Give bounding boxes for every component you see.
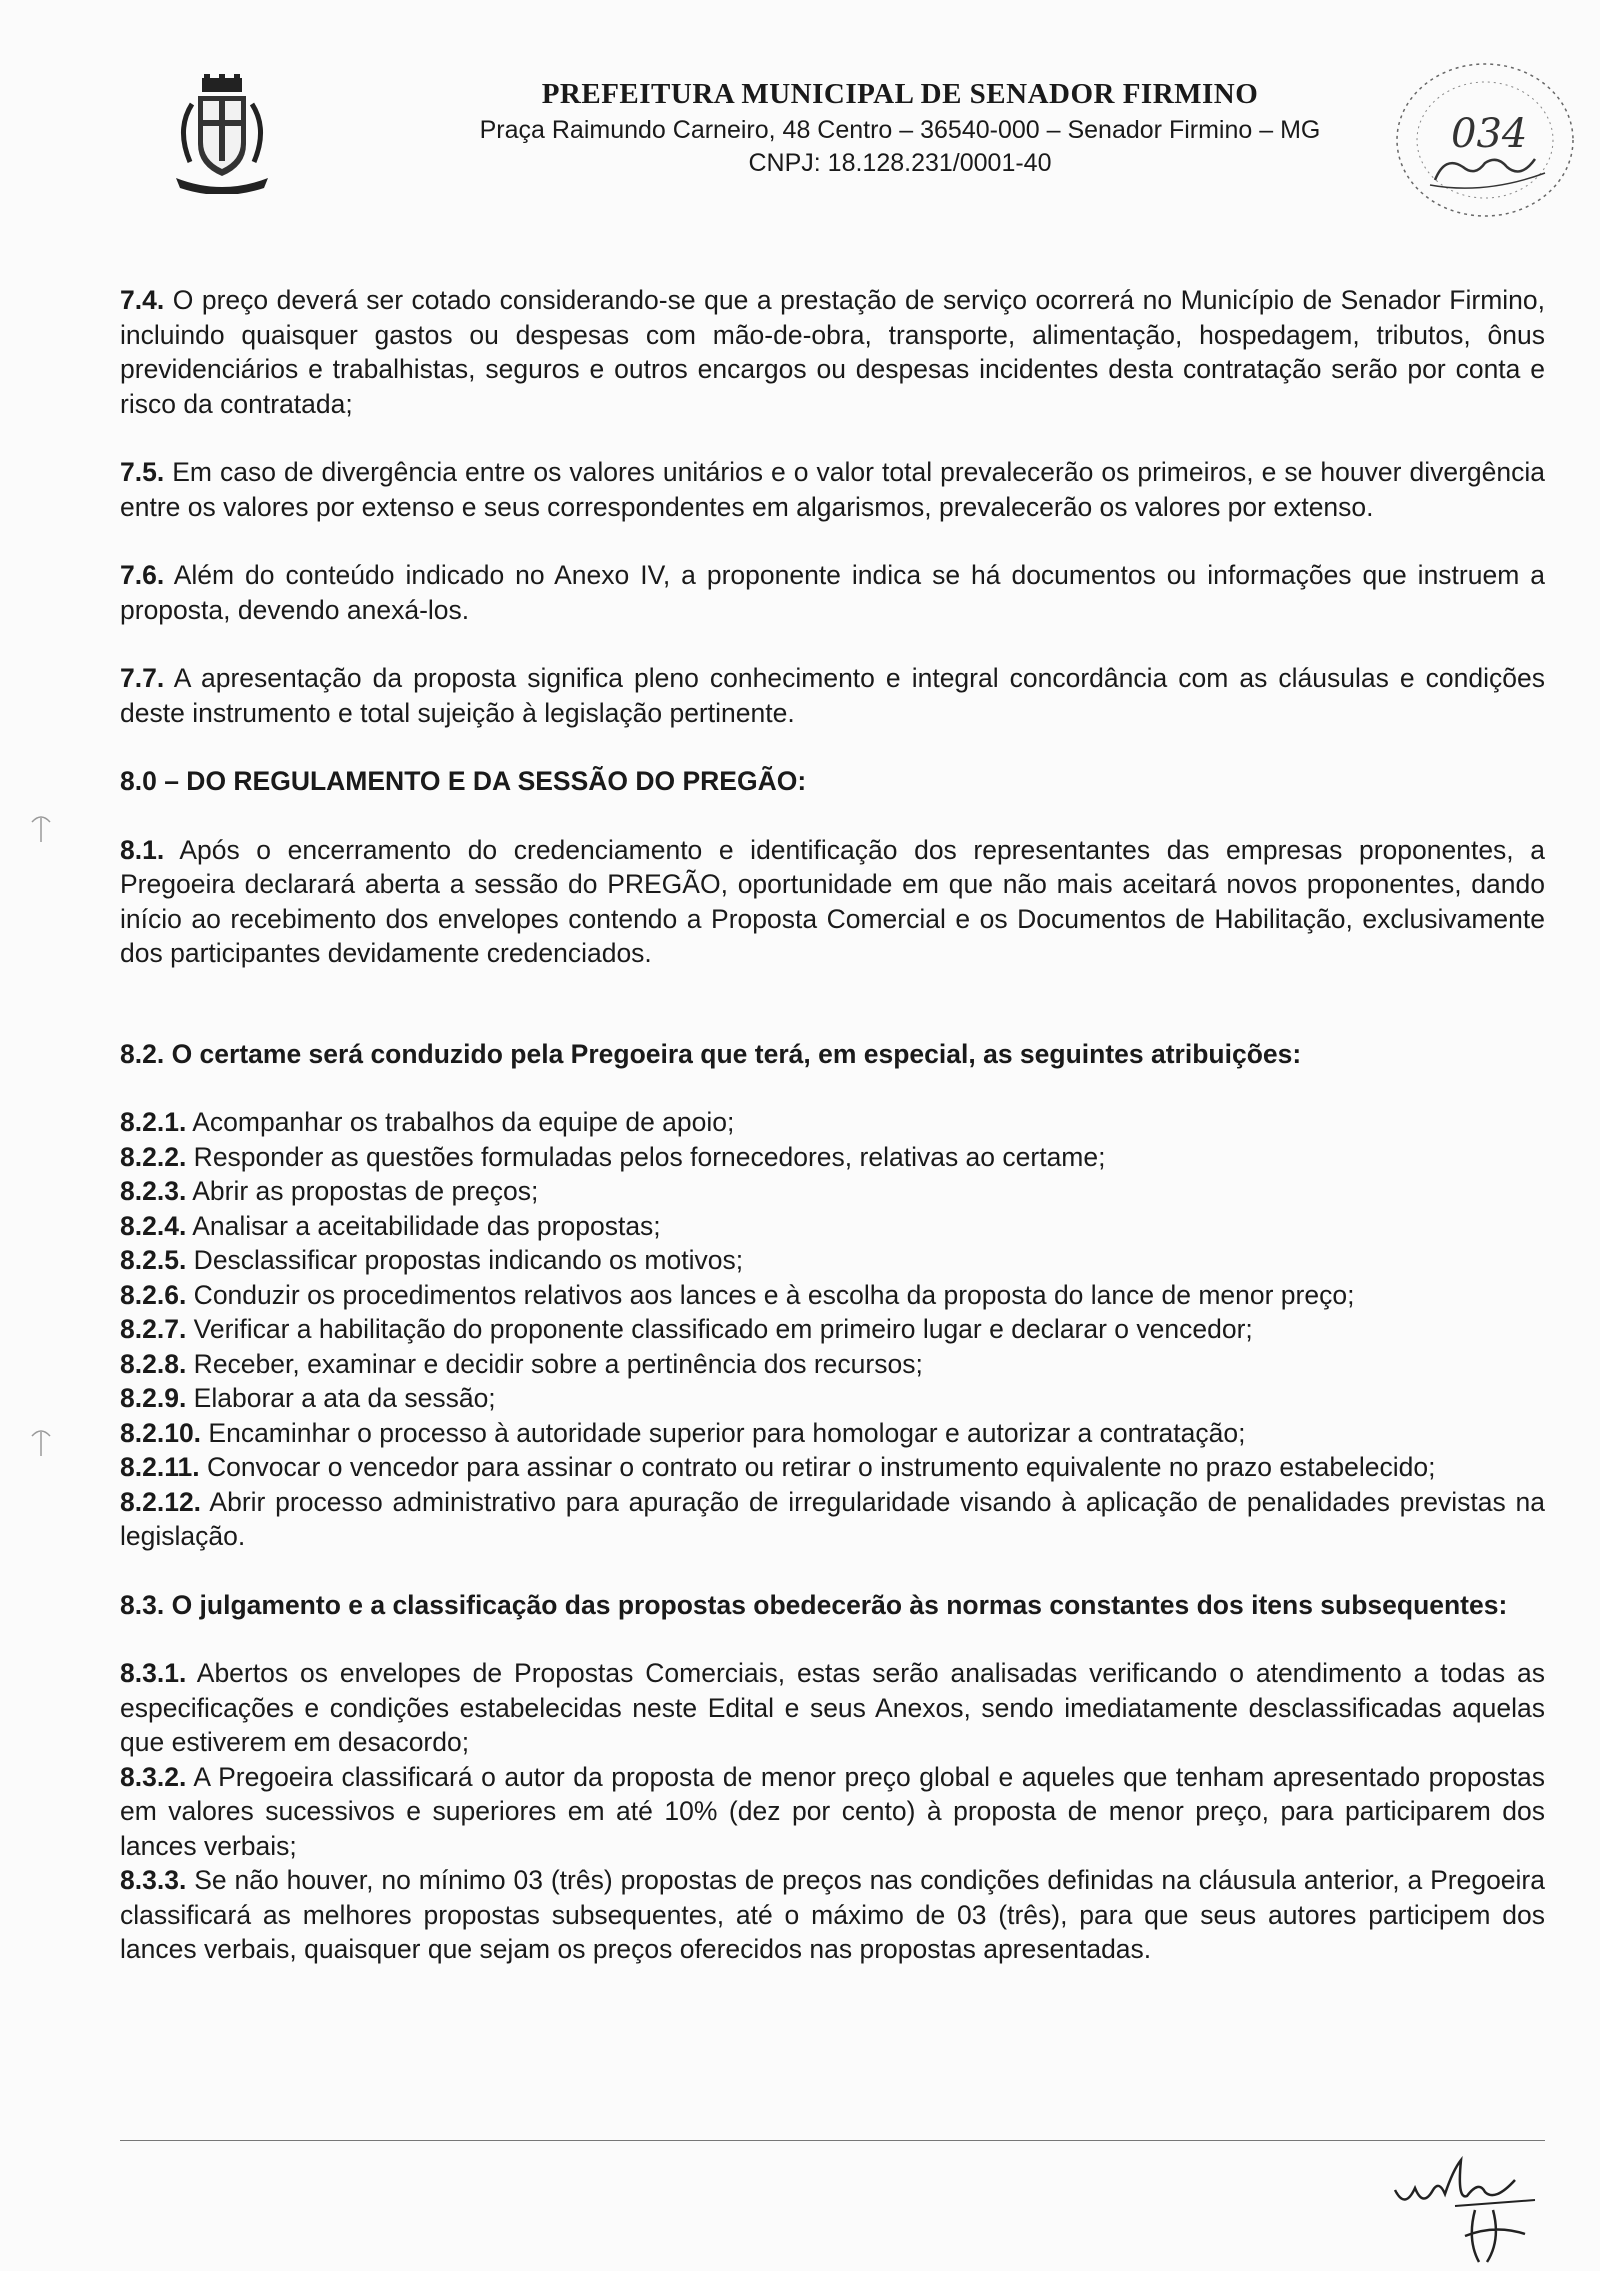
item-number: 8.3.1. <box>120 1658 187 1688</box>
item-text: Desclassificar propostas indicando os motivos; <box>186 1245 744 1275</box>
item-text: Conduzir os procedimentos relativos aos lances e à escolha da proposta do lance de menor preço; <box>186 1279 1355 1310</box>
item-text: A Pregoeira classificará o autor da proposta de menor preço global e aqueles que tenham apresentado propostas em valores sucessivos e superiores em até 10% (dez por cento) à proposta de menor preço, para participarem dos lances verbais; <box>120 1761 1545 1861</box>
item-number: 8.2.10. <box>120 1417 202 1448</box>
item-number: 8.2.2. <box>120 1141 187 1172</box>
item-text: Elaborar a ata da sessão; <box>186 1383 496 1413</box>
cnpj-line: CNPJ: 18.128.231/0001-40 <box>748 149 1052 177</box>
item-number: 8.2.9. <box>120 1383 187 1413</box>
list-item <box>120 1381 1545 1416</box>
item-number: 8.2.7. <box>120 1314 187 1344</box>
item-text: Convocar o vencedor para assinar o contrato ou retirar o instrumento equivalente no prazo estabelecido; <box>199 1452 1436 1482</box>
item-number: 8.2.12. <box>120 1486 202 1517</box>
clause-8-3-heading: 8.3. O julgamento e a classificação das propostas obedecerão às normas constantes dos itens subsequentes: <box>120 1589 1508 1620</box>
clause-7-5 <box>120 455 1545 524</box>
clause-8-2-heading: 8.2. O certame será conduzido pela Pregoeira que terá, em especial, as seguintes atribuições: <box>120 1038 1302 1069</box>
item-number: 8.3.3. <box>120 1865 187 1895</box>
item-text: Analisar a aceitabilidade das propostas; <box>186 1210 661 1241</box>
list-item <box>120 1105 1545 1140</box>
clause-8-3-list <box>120 1656 1545 1967</box>
document-body <box>120 283 1545 1967</box>
address-line: Praça Raimundo Carneiro, 48 Centro – 36540-000 – Senador Firmino – MG <box>479 116 1321 144</box>
page-number-stamp <box>1385 55 1585 225</box>
item-number: 8.2.3. <box>120 1176 187 1206</box>
clause-text: Após o encerramento do credenciamento e identificação dos representantes das empresas proponentes, a Pregoeira declarará aberta a sessão do PREGÃO, oportunidade em que não mais aceitará novos proponentes, dando início ao recebimento dos envelopes contendo a Proposta Comercial e os Documentos de Habilitação, exclusivamente dos participantes devidamente credenciados. <box>120 834 1545 968</box>
item-text: Encaminhar o processo à autoridade superior para homologar e autorizar a contratação; <box>201 1417 1246 1448</box>
clause-8-1 <box>120 833 1545 971</box>
clause-text: Além do conteúdo indicado no Anexo IV, a proponente indica se há documentos ou informações que instruem a proposta, devendo anexá-los. <box>120 560 1545 625</box>
list-item <box>120 1174 1545 1209</box>
item-number: 8.2.11. <box>120 1452 200 1482</box>
list-item <box>120 1140 1545 1175</box>
clause-text: Em caso de divergência entre os valores unitários e o valor total prevalecerão os primeiros, e se houver divergência entre os valores por extenso e seus correspondentes em algarismos, prevalecerão os valores por extenso. <box>120 457 1545 522</box>
margin-hole-mark-icon <box>28 1426 54 1456</box>
item-number: 8.2.4. <box>120 1210 187 1241</box>
clause-7-7 <box>120 661 1545 730</box>
list-item <box>120 1760 1545 1864</box>
stamp-page-number: 034 <box>1451 111 1528 157</box>
municipality-title: PREFEITURA MUNICIPAL DE SENADOR FIRMINO <box>541 78 1259 110</box>
item-number: 8.2.6. <box>120 1279 187 1310</box>
item-text: Se não houver, no mínimo 03 (três) propostas de preços nas condições definidas na cláusula anterior, a Pregoeira classificará as melhores propostas subsequentes, até o máximo de 03 (três), para que seus autores participem dos lances verbais, quaisquer que sejam os preços oferecidos nas propostas apresentadas. <box>120 1865 1545 1964</box>
list-item <box>120 1209 1545 1244</box>
footer-divider <box>120 2140 1545 2141</box>
clause-number: 7.5. <box>120 457 165 487</box>
clause-text: A apresentação da proposta significa pleno conhecimento e integral concordância com as cláusulas e condições deste instrumento e total sujeição à legislação pertinente. <box>120 663 1545 728</box>
item-text: Responder as questões formuladas pelos fornecedores, relativas ao certame; <box>186 1141 1106 1172</box>
clause-text: O preço deverá ser cotado considerando-se que a prestação de serviço ocorrerá no Município de Senador Firmino, incluindo quaisquer gastos ou despesas com mão-de-obra, transporte, alimentação, hospedagem, tributos, ônus previdenciários e trabalhistas, seguros e outros encargos ou despesas incidentes desta contratação serão por conta e risco da contratada; <box>120 285 1545 419</box>
letterhead <box>380 74 1420 180</box>
clause-number: 7.6. <box>120 560 165 590</box>
list-item <box>120 1656 1545 1760</box>
list-item <box>120 1243 1545 1278</box>
margin-hole-mark-icon <box>28 812 54 842</box>
municipal-crest-icon <box>172 74 272 194</box>
item-text: Acompanhar os trabalhos da equipe de apoio; <box>186 1107 735 1137</box>
clause-number: 8.1. <box>120 834 165 865</box>
item-number: 8.2.1. <box>120 1107 187 1137</box>
clause-number: 7.7. <box>120 663 165 693</box>
clause-number: 7.4. <box>120 285 165 315</box>
list-item <box>120 1863 1545 1967</box>
item-text: Abertos os envelopes de Propostas Comerciais, estas serão analisadas verificando o atendimento a todas as especificações e condições estabelecidas neste Edital e seus Anexos, sendo imediatamente desclassificadas aquelas que estiverem em desacordo; <box>120 1658 1545 1757</box>
list-item <box>120 1485 1545 1554</box>
item-number: 8.3.2. <box>120 1761 187 1792</box>
clause-8-2-list <box>120 1105 1545 1554</box>
item-text: Receber, examinar e decidir sobre a pertinência dos recursos; <box>186 1348 923 1379</box>
item-text: Abrir as propostas de preços; <box>186 1176 539 1206</box>
item-number: 8.2.5. <box>120 1245 187 1275</box>
list-item <box>120 1347 1545 1382</box>
item-number: 8.2.8. <box>120 1348 187 1379</box>
list-item <box>120 1450 1545 1485</box>
clause-7-6 <box>120 558 1545 627</box>
list-item <box>120 1312 1545 1347</box>
list-item <box>120 1416 1545 1451</box>
clause-7-4 <box>120 283 1545 421</box>
handwritten-signature-icon <box>1375 2150 1585 2270</box>
list-item <box>120 1278 1545 1313</box>
section-8-heading: 8.0 – DO REGULAMENTO E DA SESSÃO DO PREGÃO: <box>120 766 807 796</box>
item-text: Abrir processo administrativo para apuração de irregularidade visando à aplicação de penalidades previstas na legislação. <box>120 1486 1545 1551</box>
item-text: Verificar a habilitação do proponente classificado em primeiro lugar e declarar o vencedor; <box>186 1314 1253 1344</box>
